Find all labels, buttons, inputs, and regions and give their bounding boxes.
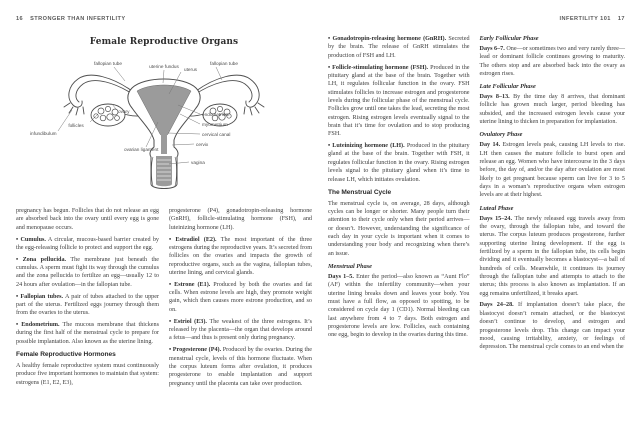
page-right (328, 16, 625, 355)
label-vagina: vagina (191, 160, 205, 165)
label-ovary: ovary (118, 109, 130, 114)
paragraph: pregnancy has begun. Follicles that do not release an egg are absorbed back into the ovary until every egg is gone and menopause occurs. (16, 208, 159, 231)
page-left (16, 16, 312, 391)
paragraph: progesterone (P4), gonadotropin-releasing hormone (GnRH), follicle-stimulating hormone (FSH), and luteinizing hormone (LH). (169, 208, 312, 231)
paragraph-ovulatory: Day 14. Estrogen levels peak, causing LH levels to rise. LH then causes the mature follicle to burst open and release an egg. Women who have intercourse in the 3 days before, the day of, and/or the day after ovulation are most likely to get pregnant because sperm can live for 3 to 5 days in a woman’s reproductive organs when estrogen levels are at their highest. (479, 142, 625, 199)
label-fallopian-tube-right: fallopian tube (210, 61, 238, 66)
bullet-progesterone: • Progesterone (P4). Produced by the ovaries. During the menstrual cycle, levels of this hormone fluctuate. When the corpus luteum forms after ovulation, it produces progesterone to enable implantation and support pregnancy until the placenta can take over production. (169, 346, 312, 388)
female-reproductive-diagram (28, 50, 300, 202)
bullet-lh: • Luteinizing hormone (LH). Produced in the pituitary gland at the base of the brain. Together with FSH, it regulates follicular function in the ovary. Rising estrogen levels signal to the pituitary gland when it’s time to release LH, which initiates ovulation. (328, 142, 470, 184)
paragraph: The menstrual cycle is, on average, 28 days, although cycles can be longer or shorter. Many people turn their attention to their cycle only when their period arrives—or doesn’t. However, understanding the significance of each day in your cycle is important when it comes to understanding your body and recognizing when there’s an issue. (328, 200, 470, 257)
paragraph-menstrual-phase: Days 1–5. Enter the period—also known as “Aunt Flo” (AF) within the infertility community—when your uterine lining breaks down and leaves your body. You must have a full flow, as opposed to spotting, to be considered on cycle day 1 (CD1). Normal bleeding can last anywhere from 4 to 7 days. Both estrogen and progesterone levels are low. Follicles, each containing one egg, begin to develop in the ovaries during this time. (328, 273, 470, 339)
right-page-column-2 (480, 35, 625, 355)
label-ovarian-ligament: ovarian ligament (124, 147, 159, 152)
right-page-column-1 (328, 35, 470, 355)
fallopian-tube-right-inner (194, 81, 252, 102)
phase-heading-luteal: Luteal Phase (479, 204, 514, 212)
running-head-right (328, 16, 625, 24)
label-uterus: uterus (184, 67, 198, 72)
chapter-title: INFERTILITY 101 (559, 16, 611, 22)
bullet-zona-pellucida: • Zona pellucida. The membrane just beneath the cumulus. A sperm must fight its way through the cumulus and the zona pellucida to fertilize an egg—usually 12 to 24 hours after ovulation—in the fallopian tube. (16, 256, 159, 289)
running-head-left (16, 16, 312, 24)
bullet-endometrium: • Endometrium. The mucous membrane that thickens during the first half of the menstrual cycle to prepare for possible implantation. Also known as the uterine lining. (16, 321, 159, 346)
left-page-column-1 (16, 207, 159, 391)
fallopian-tube-left-inner (76, 81, 134, 102)
label-myometrium: myometrium (202, 122, 228, 127)
label-follicles: follicles (68, 123, 84, 128)
left-page-columns (16, 207, 312, 391)
bullet-estriol: • Estriol (E3). The weakest of the three estrogens. It’s released by the placenta—the organ that develops around a fetus—and thus is present only during pregnancy. (169, 318, 312, 343)
paragraph: A healthy female reproductive system must continuously produce five important hormones to maintain that system: estrogens (E1, E2, E3), (16, 363, 159, 386)
fallopian-tube-right-shape (196, 75, 259, 107)
label-fallopian-tube-left: fallopian tube (94, 61, 122, 66)
bullet-cumulus: • Cumulus. A circular, mucous-based barrier created by the egg-releasing follicle to protect and support the egg. (16, 236, 159, 253)
paragraph-days-24-28: Days 24–28. If implantation doesn’t take place, the blastocyst doesn’t remain attached, or the blastocyst doesn’t continue to develop, and estrogen and progesterone levels drop. This change can impact your mood, causing irritability, anxiety, or feelings of depression. The menstrual cycle comes to an end when the (479, 302, 625, 351)
label-uterine-fundus: uterine fundus (149, 64, 179, 69)
page-number-left: 16 (16, 16, 24, 22)
label-cervix: cervix (196, 142, 209, 147)
label-cervical-canal: cervical canal (202, 132, 231, 137)
figure-title: Female Reproductive Organs (89, 37, 239, 47)
phase-heading-early-follicular: Early Follicular Phase (479, 35, 539, 42)
label-infundibulum: infundibulum (30, 131, 57, 136)
section-heading-menstrual-cycle: The Menstrual Cycle (328, 188, 392, 196)
label-endometrium: endometrium (202, 112, 230, 117)
page-number-right: 17 (617, 16, 625, 22)
section-heading-hormones: Female Reproductive Hormones (16, 351, 116, 359)
book-title: STRONGER THAN INFERTILITY (30, 16, 126, 22)
phase-heading-late-follicular: Late Follicular Phase (479, 83, 536, 91)
paragraph-luteal: Days 15–24. The newly released egg travels away from the ovary, through the fallopian tube, and toward the uterus. The corpus luteum produces progesterone, further supporting uterine lining development. If the egg is fertilized by a sperm in the fallopian tube, its cells begin dividing and it eventually becomes a blastocyst—a ball of hundreds of cells. Meanwhile, it continues its journey through the fallopian tube and attempts to attach to the uterus; this process is also known as implantation. If an egg remains unfertilized, it breaks apart. (479, 215, 625, 297)
fallopian-tube-left-shape (69, 75, 132, 107)
bullet-fallopian-tubes: • Fallopian tubes. A pair of tubes attached to the upper part of the uterus. Fertilized eggs journey through them from the ovaries to the uterus. (16, 293, 159, 318)
bullet-estradiol: • Estradiol (E2). The most important of the three estrogens during the reproductive years. It’s secreted from follicles on the ovaries and impacts the growth of reproductive organs, such as the vagina, fallopian tubes, uterine lining, and cervical glands. (169, 236, 312, 278)
right-page-columns (328, 35, 625, 355)
paragraph-late-follicular: Days 8–13. By the time day 8 arrives, that dominant follicle has grown much larger, period bleeding has subsided, and the increased estrogen levels cause your uterine lining to thicken in preparation for implantation. (479, 94, 625, 126)
phase-heading-menstrual: Menstrual Phase (328, 263, 372, 271)
phase-heading-ovulatory: Ovulatory Phase (479, 131, 523, 139)
paragraph-early-follicular: Days 6–7. One—or sometimes two and very rarely three—lead or dominant follicle continues growing to maturity. The others stop and are absorbed back into the ovary as estrogen rises. (479, 45, 625, 77)
bullet-fsh: • Follicle-stimulating hormone (FSH). Produced in the pituitary gland at the base of the brain. Together with LH, it regulates follicular function in the ovary. FSH stimulates follicles to increase estrogen and progesterone levels during the follicular phase of the menstrual cycle. Follicles grow until one takes the lead, secreting the most estrogen. Rising estrogen levels eventually signal to the brain that it’s time for ovulation and to stop producing FSH. (328, 64, 470, 139)
bullet-estrone: • Estrone (E1). Produced by both the ovaries and fat cells. When estrone levels are high, they promote weight gain, which then causes more estrone production, and so on. (169, 281, 312, 314)
left-page-column-2 (169, 207, 312, 391)
bullet-gnrh: • Gonadotropin-releasing hormone (GnRH). Secreted by the brain. The release of GnRH stimulates the production of FSH and LH. (328, 35, 470, 60)
